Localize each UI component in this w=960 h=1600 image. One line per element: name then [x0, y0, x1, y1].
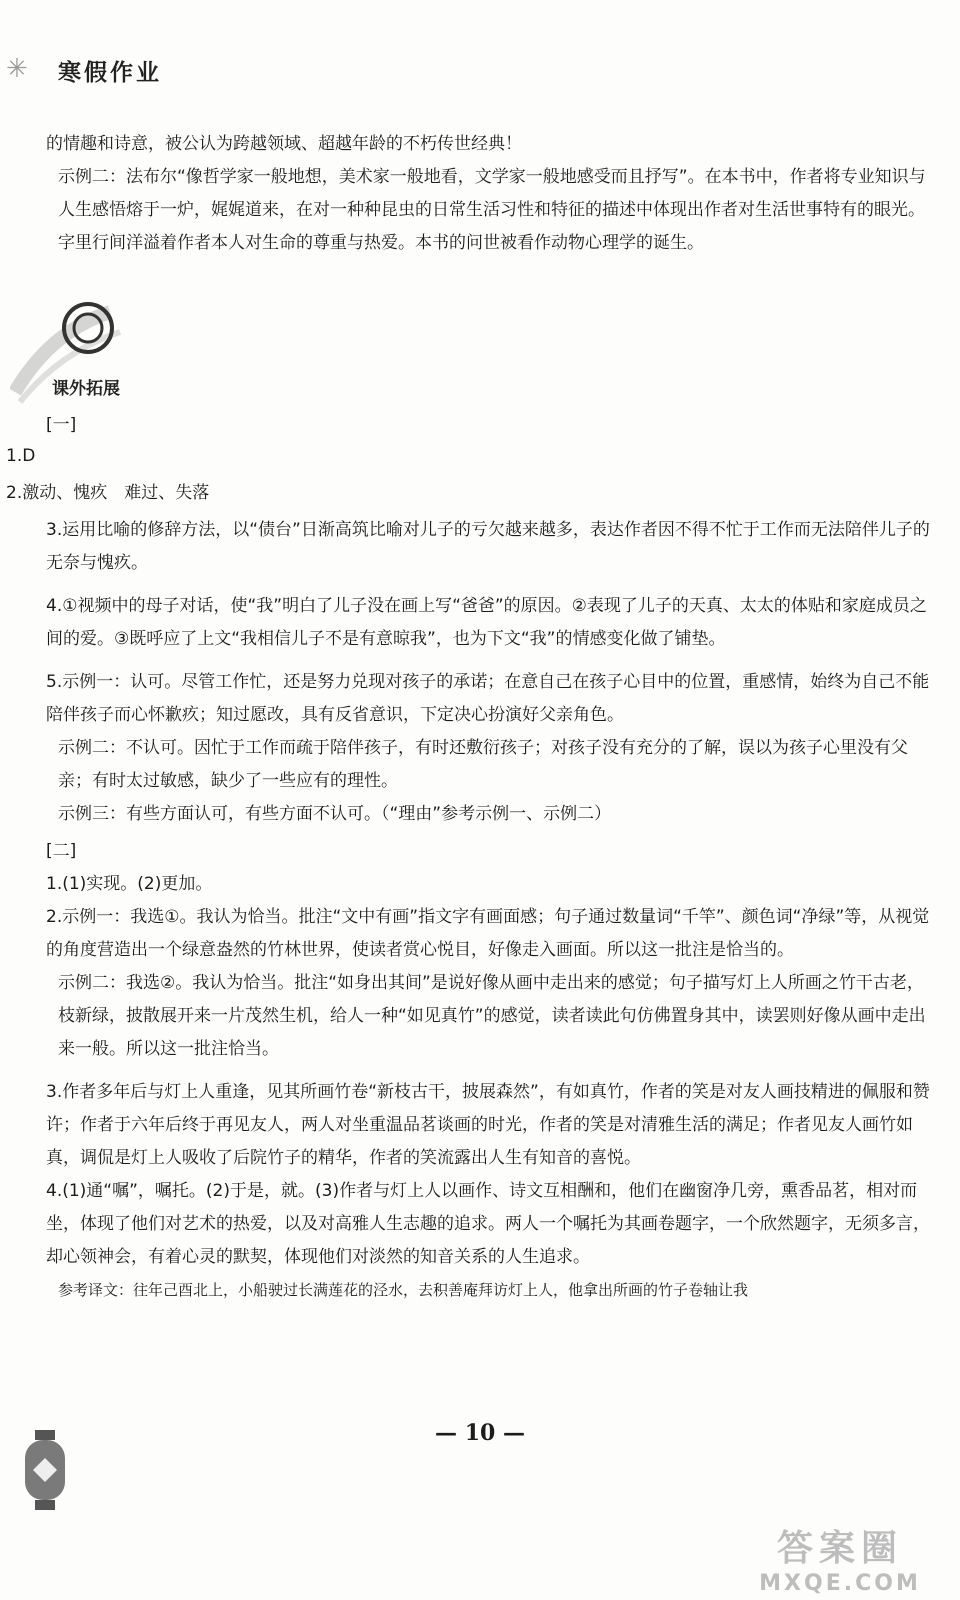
intro-text: [46, 128, 936, 260]
answer-5-example-3: 示例三：有些方面认可，有些方面不认可。（“理由”参考示例一、示例二）: [58, 804, 612, 824]
answer-2-1: 1.(1)实现。(2)更加。: [46, 874, 213, 894]
extension-title: 课外拓展: [52, 379, 120, 399]
answer-2: 2.激动、愧疚 难过、失落: [6, 483, 210, 503]
answer-5-example-1: 5.示例一：认可。尽管工作忙，还是努力兑现对孩子的承诺；在意自己在孩子心目中的位置，重感情，始终为自己不能陪伴孩子而心怀歉疚；知过愿改，具有反省意识，下定决心扮演好父亲角色。: [46, 672, 930, 725]
watermark-text: 答案圈: [776, 1528, 903, 1569]
snowflake-icon: ✳: [6, 54, 28, 84]
answer-2-3: 3.作者多年后与灯上人重逢，见其所画竹卷“新枝古干，披展森然”，有如真竹，作者的笑是对友人画技精进的佩服和赞许；作者于六年后终于再见友人，两人对坐重温品茗谈画的时光，作者的笑是对清雅生活的满足；作者见友人画竹如真，调侃是灯上人吸收了后院竹子的精华，作者的笑流露出人生有知音的喜悦。: [46, 1082, 930, 1168]
answer-2-2-example-1: 2.示例一：我选①。我认为恰当。批注“文中有画”指文字有画面感；句子通过数量词“千竿”、颜色词“净绿”等，从视觉的角度营造出一个绿意盎然的竹林世界，使读者赏心悦目，好像走入画面。所以这一批注是恰当的。: [46, 907, 930, 960]
section-one-label: [一]: [46, 415, 77, 435]
section-two-label: [二]: [46, 841, 77, 861]
answer-1: 1.D: [6, 446, 36, 466]
answer-4: 4.①视频中的母子对话，使“我”明白了儿子没在画上写“爸爸”的原因。②表现了儿子的天真、太太的体贴和家庭成员之间的爱。③既呼应了上文“我相信儿子不是有意晾我”，也为下文“我”的情感变化做了铺垫。: [46, 596, 927, 649]
intro-example-2: 示例二：法布尔“像哲学家一般地想，美术家一般地看，文学家一般地感受而且抒写”。在本书中，作者将专业知识与人生感悟熔于一炉，娓娓道来，在对一种种昆虫的日常生活习性和特征的描述中体现出作者对生活世事特有的眼光。字里行间洋溢着作者本人对生命的尊重与热爱。本书的问世被看作动物心理学的诞生。: [58, 167, 926, 253]
site-watermark: [740, 1520, 940, 1596]
header-title: 寒假作业: [58, 60, 162, 86]
answers-group-1: [46, 514, 936, 1307]
reference-translation: 参考译文：往年己酉北上，小船驶过长满莲花的泾水，去积善庵拜访灯上人，他拿出所画的竹子卷轴让我: [58, 1281, 749, 1299]
page-header: [0, 40, 960, 100]
watermark-url: MXQE.COM: [759, 1571, 921, 1596]
answer-3: 3.运用比喻的修辞方法，以“债台”日渐高筑比喻对儿子的亏欠越来越多，表达作者因不得不忙于工作而无法陪伴儿子的无奈与愧疚。: [46, 520, 930, 573]
intro-line-1: 的情趣和诗意，被公认为跨越领域、超越年龄的不朽传世经典！: [46, 134, 522, 154]
answer-2-4: 4.(1)通“嘱”，嘱托。(2)于是，就。(3)作者与灯上人以画作、诗文互相酬和，他们在幽窗净几旁，熏香品茗，相对而坐，体现了他们对艺术的热爱，以及对高雅人生志趣的追求。两人一个嘱托为其画卷题字，一个欣然题字，无须多言，却心领神会，有着心灵的默契，体现他们对淡然的知音关系的人生追求。: [46, 1181, 930, 1267]
page-number: — 10 —: [435, 1420, 525, 1446]
answer-2-2-example-2: 示例二：我选②。我认为恰当。批注“如身出其间”是说好像从画中走出来的感觉；句子描写灯上人所画之竹干古老，枝新绿，披散展开来一片茂然生机，给人一种“如见真竹”的感觉，读者读此句仿佛置身其中，读罢则好像从画中走出来一般。所以这一批注恰当。: [58, 973, 926, 1059]
answer-5-example-2: 示例二：不认可。因忙于工作而疏于陪伴孩子，有时还敷衍孩子；对孩子没有充分的了解，误以为孩子心里没有父亲；有时太过敏感，缺少了一些应有的理性。: [58, 738, 908, 791]
